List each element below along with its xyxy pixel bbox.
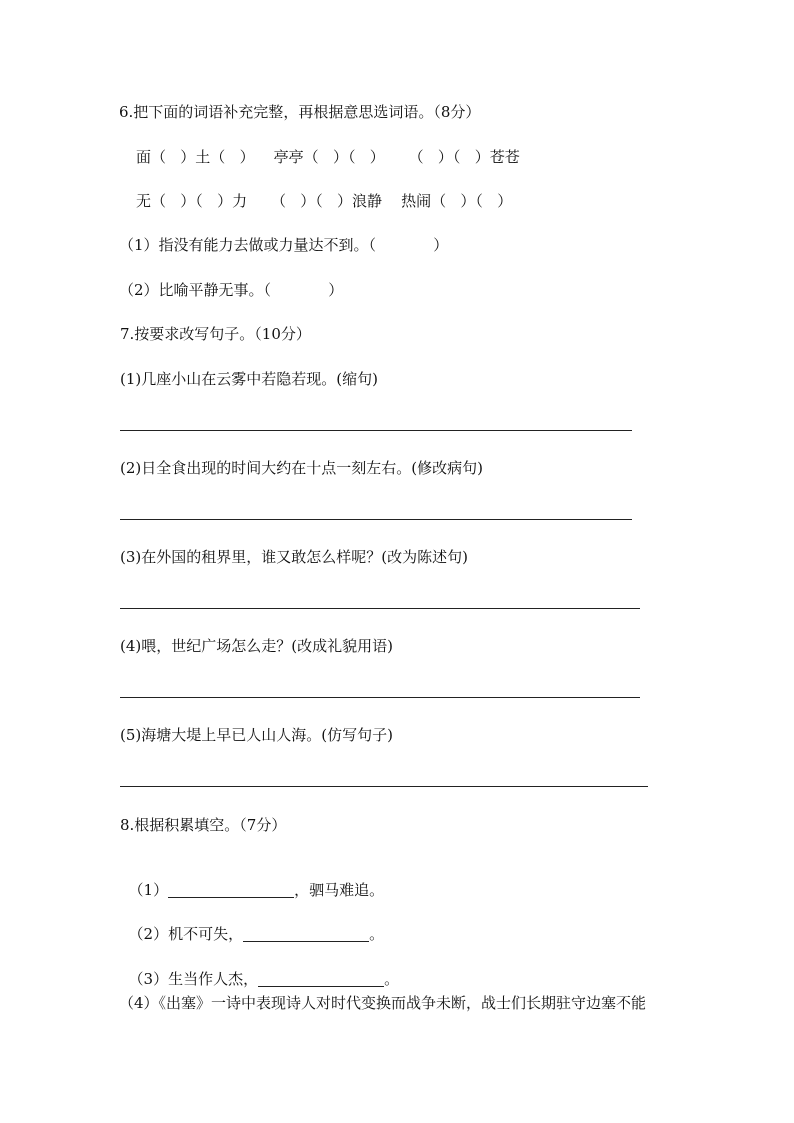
fill-blank-2[interactable]: [243, 925, 369, 942]
question-8-item-3: [119, 949, 399, 989]
question-7-item-3: (3)在外国的租界里，谁又敢怎么样呢？(改为陈述句): [120, 548, 468, 566]
question-7-item-5: (5)海塘大堤上早已人山人海。(仿写句子): [120, 726, 393, 744]
fill-blank-1[interactable]: [168, 881, 294, 898]
answer-line-4[interactable]: [120, 697, 640, 698]
item-1-prefix: （1）: [128, 881, 169, 899]
question-6-row-1: 面（ ）土（ ） 亭亭（ ）（ ） （ ）（ ）苍苍: [136, 148, 520, 166]
item-3-suffix: 。: [384, 970, 400, 988]
question-7-item-4: (4)喂，世纪广场怎么走？(改成礼貌用语): [120, 637, 393, 655]
answer-line-5[interactable]: [120, 786, 648, 787]
question-7-title: 7.按要求改写句子。（10分）: [120, 325, 311, 343]
question-8-item-2: [119, 904, 384, 944]
fill-blank-3[interactable]: [258, 970, 384, 987]
question-6-title: 6.把下面的词语补充完整，再根据意思选词语。（8分）: [119, 103, 481, 121]
answer-line-2[interactable]: [120, 519, 632, 520]
question-7-item-1: (1)几座小山在云雾中若隐若现。(缩句): [120, 370, 378, 388]
question-6-sub-1: （1）指没有能力去做或力量达不到。（ ）: [119, 236, 449, 254]
item-2-prefix: （2）机不可失，: [128, 925, 244, 943]
question-8-title: 8.根据积累填空。（7分）: [120, 816, 287, 834]
item-2-suffix: 。: [369, 925, 385, 943]
question-8-item-4: （4）《出塞》一诗中表现诗人对时代变换而战争未断，战士们长期驻守边塞不能: [119, 994, 647, 1012]
item-1-suffix: ，驷马难追。: [294, 881, 385, 899]
answer-line-1[interactable]: [120, 430, 632, 431]
answer-line-3[interactable]: [120, 608, 640, 609]
question-8-item-1: [119, 860, 384, 900]
question-6-sub-2: （2）比喻平静无事。（ ）: [119, 281, 344, 299]
item-3-prefix: （3）生当作人杰，: [128, 970, 259, 988]
question-6-row-2: 无（ ）（ ）力 （ ）（ ）浪静 热闹（ ）（ ）: [136, 192, 513, 210]
question-7-item-2: (2)日全食出现的时间大约在十点一刻左右。(修改病句): [120, 459, 483, 477]
